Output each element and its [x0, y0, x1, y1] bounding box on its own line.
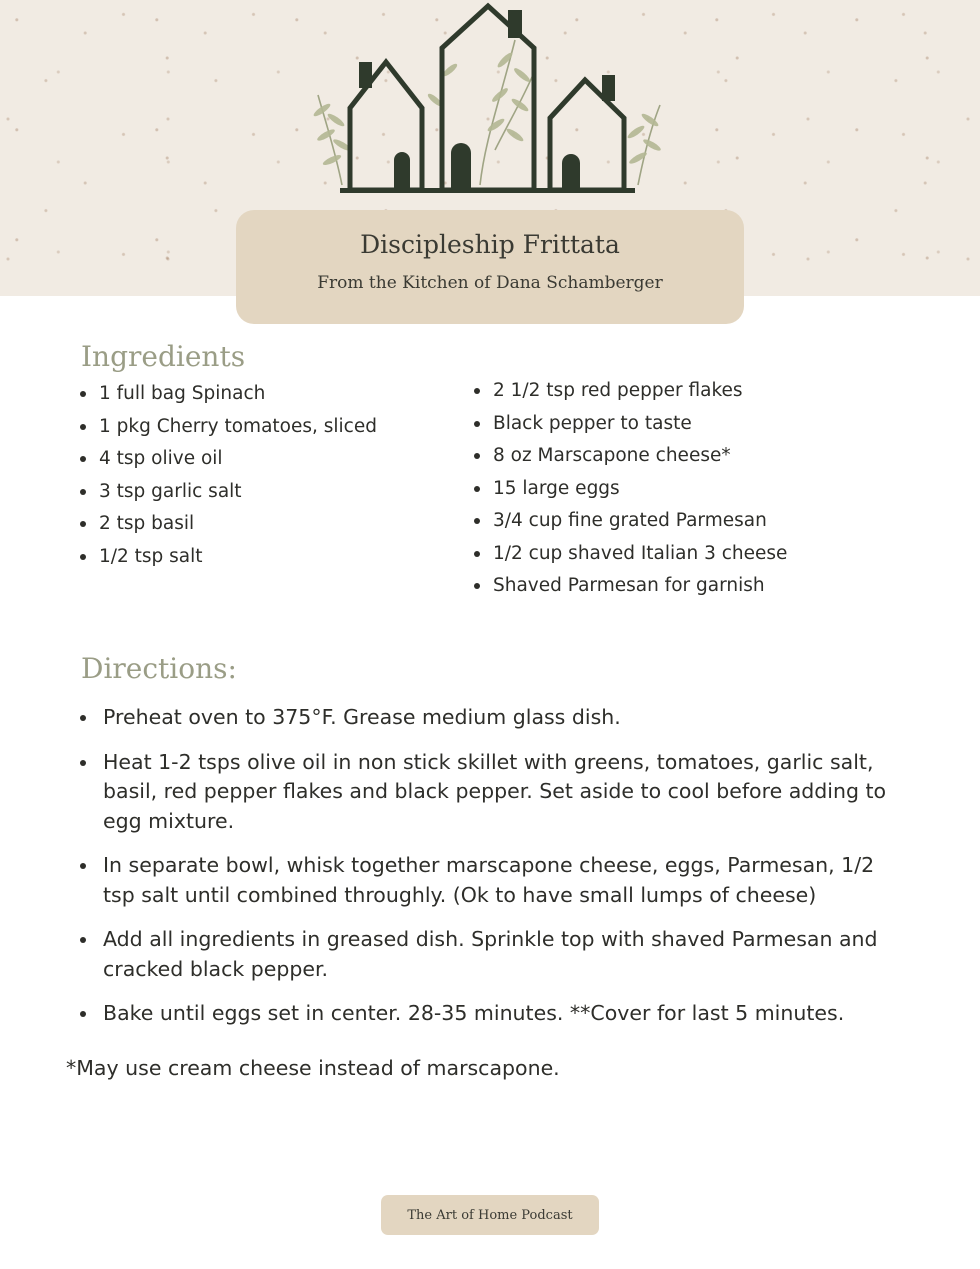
title-card — [236, 210, 744, 324]
recipe-title: Discipleship Frittata — [360, 230, 620, 259]
ingredient-item: 1/2 cup shaved Italian 3 cheese — [474, 538, 787, 571]
ingredient-item: 1/2 tsp salt — [80, 541, 377, 574]
directions-heading: Directions: — [81, 652, 237, 685]
direction-step: Preheat oven to 375°F. Grease medium glass dish. — [80, 703, 900, 733]
ingredient-item: Shaved Parmesan for garnish — [474, 570, 787, 603]
ingredient-item: Black pepper to taste — [474, 408, 787, 441]
recipe-subtitle: From the Kitchen of Dana Schamberger — [317, 273, 663, 293]
ingredient-item: 4 tsp olive oil — [80, 443, 377, 476]
ingredient-item: 1 pkg Cherry tomatoes, sliced — [80, 411, 377, 444]
houses-with-olive-branches-icon — [300, 0, 680, 200]
ingredient-item: 3/4 cup fine grated Parmesan — [474, 505, 787, 538]
directions-list — [80, 703, 900, 1044]
recipe-note: *May use cream cheese instead of marscapone. — [66, 1056, 560, 1080]
ingredient-item: 2 1/2 tsp red pepper flakes — [474, 375, 787, 408]
direction-step: Bake until eggs set in center. 28-35 minutes. **Cover for last 5 minutes. — [80, 999, 900, 1029]
ingredient-item: 15 large eggs — [474, 473, 787, 506]
ingredient-item: 2 tsp basil — [80, 508, 377, 541]
direction-step: Heat 1-2 tsps olive oil in non stick skillet with greens, tomatoes, garlic salt, basil, red pepper flakes and black pepper. Set aside to cool before adding to egg mixture. — [80, 748, 900, 837]
ingredients-list-left — [80, 378, 377, 573]
ingredient-item: 8 oz Marscapone cheese* — [474, 440, 787, 473]
ingredient-item: 3 tsp garlic salt — [80, 476, 377, 509]
ingredient-item: 1 full bag Spinach — [80, 378, 377, 411]
podcast-badge-label: The Art of Home Podcast — [407, 1207, 573, 1223]
podcast-badge — [381, 1195, 599, 1235]
direction-step: In separate bowl, whisk together marscapone cheese, eggs, Parmesan, 1/2 tsp salt until combined throughly. (Ok to have small lumps of cheese) — [80, 851, 900, 910]
ingredients-list-right — [474, 375, 787, 603]
direction-step: Add all ingredients in greased dish. Sprinkle top with shaved Parmesan and cracked black pepper. — [80, 925, 900, 984]
ingredients-heading: Ingredients — [81, 340, 246, 373]
